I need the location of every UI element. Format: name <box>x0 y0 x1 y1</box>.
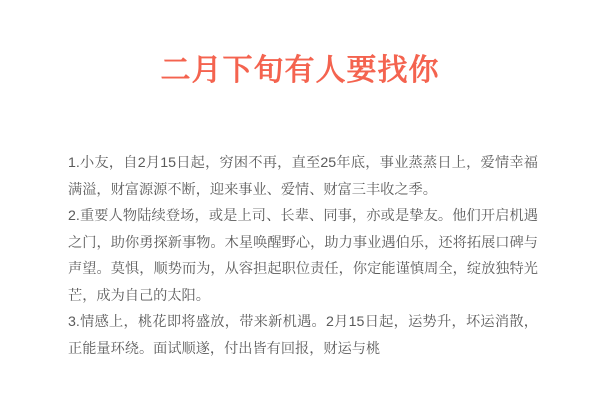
paragraph: 1.小友，自2月15日起，穷困不再，直至25年底，事业蒸蒸日上，爱情幸福满溢，财富源源不断，迎来事业、爱情、财富三丰收之季。 <box>68 155 538 198</box>
page-title: 二月下旬有人要找你 <box>160 54 440 87</box>
paragraph: 2.重要人物陆续登场，或是上司、长辈、同事，亦或是挚友。他们开启机遇之门，助你勇探新事物。木星唤醒野心，助力事业遇伯乐，还将拓展口碑与声望。莫惧，顺势而为，从容担起职位责任，你定能谨慎周全，绽放独特光芒，成为自己的太阳。 <box>68 208 538 304</box>
document-body <box>68 150 538 362</box>
paragraph: 3.情感上，桃花即将盛放，带来新机遇。2月15日起，运势升，坏运消散，正能量环绕。面试顺遂，付出皆有回报，财运与桃 <box>68 314 538 357</box>
